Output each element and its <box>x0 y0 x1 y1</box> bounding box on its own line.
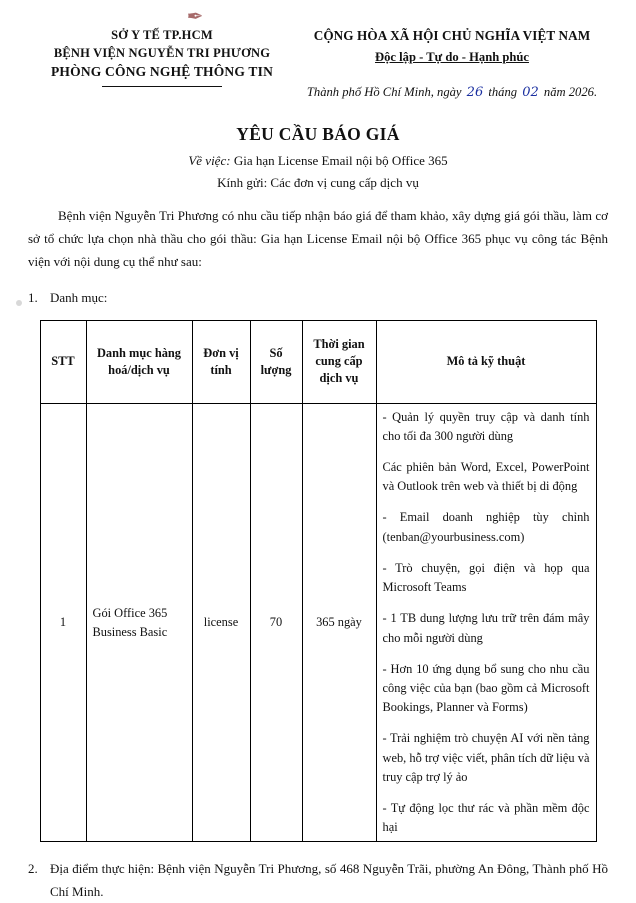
intro-paragraph: Bệnh viện Nguyễn Tri Phương có nhu cầu tiếp nhận báo giá để tham khảo, xây dựng giá gói thầu, làm cơ sở tổ chức lựa chọn nhà thầu cho gói thầu: Gia hạn License Email nội bộ Office 365 phục vụ công tác Bệnh viện với nội dung cụ thể như sau: <box>28 208 608 269</box>
document-header <box>0 0 636 102</box>
column-header-desc: Mô tả kỹ thuật <box>376 320 596 403</box>
dept-line-1: SỞ Y TẾ TP.HCM <box>111 28 213 42</box>
nation-title: CỘNG HÒA XÃ HỘI CHỦ NGHĨA VIỆT NAM <box>313 28 591 43</box>
cell-unit: license <box>192 403 250 842</box>
table-row <box>40 403 596 842</box>
dept-line-3: PHÒNG CÔNG NGHỆ THÔNG TIN <box>50 64 274 80</box>
month-handwritten: 02 <box>522 84 539 100</box>
nation-motto: Độc lập - Tự do - Hạnh phúc <box>375 49 529 64</box>
month-prefix: tháng <box>488 84 518 99</box>
subject-label: Về việc: <box>188 153 231 169</box>
issuing-organization <box>28 26 296 102</box>
subject-line <box>0 153 636 169</box>
recipient-line: Kính gửi: Các đơn vị cung cấp dịch vụ <box>217 175 419 191</box>
column-header-stt: STT <box>40 320 86 403</box>
cell-desc <box>376 403 596 842</box>
section-2-paragraph <box>28 858 608 902</box>
desc-line: - Trò chuyện, gọi điện và họp qua Microsoft Teams <box>382 560 590 595</box>
desc-line: - Quản lý quyền truy cập và danh tính cho tối đa 300 người dùng <box>382 409 590 443</box>
desc-line: - 1 TB dung lượng lưu trữ trên đám mây cho mỗi người dùng <box>382 611 590 645</box>
subject-text: Gia hạn License Email nội bộ Office 365 <box>233 153 448 169</box>
section-2-number: 2. <box>28 861 38 877</box>
dept-line-2: BỆNH VIỆN NGUYỄN TRI PHƯƠNG <box>53 46 271 61</box>
cell-stt: 1 <box>40 403 86 842</box>
desc-line: - Email doanh nghiệp tùy chỉnh (tenban@yourbusiness.com) <box>382 510 590 544</box>
column-header-name: Danh mục hàng hoá/dịch vụ <box>86 320 192 403</box>
margin-dot-icon <box>16 300 22 306</box>
section-1-heading <box>28 287 608 309</box>
section-1-label: Danh mục: <box>50 290 108 306</box>
place-and-date <box>296 83 608 103</box>
column-header-time: Thời gian cung cấp dịch vụ <box>302 320 376 403</box>
place-date-prefix: Thành phố Hồ Chí Minh, ngày <box>306 84 462 99</box>
day-handwritten: 26 <box>466 84 484 100</box>
cell-qty: 70 <box>250 403 302 842</box>
desc-line: - Trải nghiệm trò chuyện AI với nền tảng web, hỗ trợ việc viết, phân tích dữ liệu và truy cập trợ lý ảo <box>382 731 590 784</box>
year-text: năm 2026. <box>543 84 598 99</box>
desc-line: Các phiên bản Word, Excel, PowerPoint và Outlook trên web và thiết bị di động <box>382 459 590 494</box>
page-title: YÊU CẦU BÁO GIÁ <box>236 124 400 145</box>
desc-line: - Hơn 10 ứng dụng bổ sung cho nhu cầu công việc của bạn (bao gồm cả Microsoft Bookings, Planner và Forms) <box>382 661 590 715</box>
table-header-row <box>40 320 596 403</box>
stamp-mark-icon: ✒ <box>186 6 204 28</box>
section-1-number: 1. <box>28 290 38 306</box>
column-header-qty: Số lượng <box>250 320 302 403</box>
cell-time: 365 ngày <box>302 403 376 842</box>
desc-line: - Tự động lọc thư rác và phần mềm độc hại <box>382 801 590 835</box>
header-divider <box>102 86 222 87</box>
title-block <box>0 124 636 191</box>
cell-name: Gói Office 365 Business Basic <box>86 403 192 842</box>
national-heading <box>296 26 608 102</box>
column-header-unit: Đơn vị tính <box>192 320 250 403</box>
goods-table <box>40 320 597 843</box>
section-2-text: Địa điểm thực hiện: Bệnh viện Nguyễn Tri Phương, số 468 Nguyễn Trãi, phường An Đông, Thành phố Hồ Chí Minh. <box>50 861 608 899</box>
